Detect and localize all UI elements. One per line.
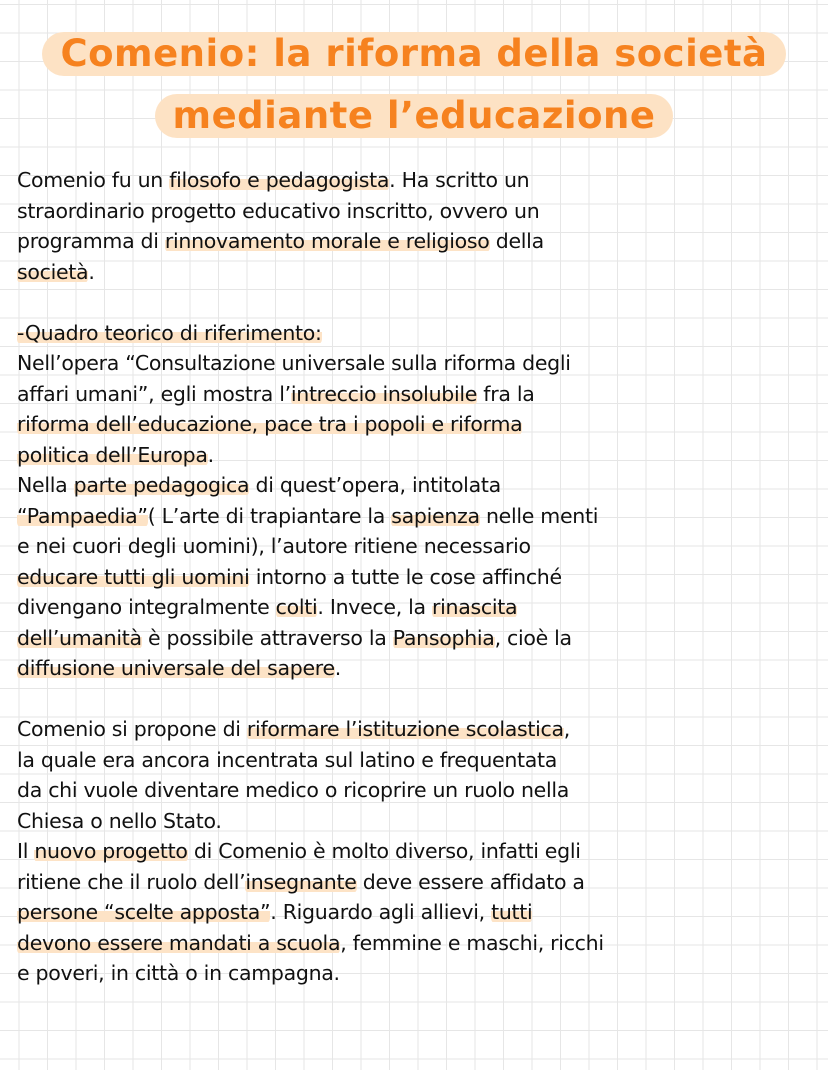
text-line	[17, 470, 604, 501]
text-line	[17, 318, 604, 349]
text-segment: intorno a tutte le cose affinché	[249, 564, 562, 589]
text-line	[17, 836, 604, 867]
text-segment: .	[88, 259, 95, 284]
text-segment: divengano integralmente	[17, 595, 276, 619]
text-line	[17, 379, 604, 410]
title-line-2: mediante l’educazione	[155, 94, 674, 138]
text-segment: Comenio fu un	[17, 168, 170, 192]
text-line	[17, 897, 604, 928]
text-segment: deve essere affidato a	[356, 869, 585, 894]
text-segment: .	[207, 442, 214, 467]
title-line-1: Comenio: la riforma della società	[42, 32, 785, 76]
text-line	[17, 257, 604, 288]
text-segment: , cioè la	[494, 625, 572, 650]
highlighted-text: tutti	[491, 900, 533, 924]
highlighted-text: riforma dell’educazione, pace tra i popoli e riforma	[17, 412, 523, 436]
text-segment: fra la	[477, 381, 535, 406]
text-line	[17, 562, 604, 593]
highlighted-text: devono essere mandati a scuola	[17, 930, 341, 955]
text-segment: Chiesa o nello Stato.	[17, 808, 222, 833]
text-line	[17, 806, 604, 837]
highlighted-text: filosofo e pedagogista	[169, 168, 390, 192]
text-segment: Il	[17, 839, 35, 863]
text-line	[17, 409, 604, 440]
text-line	[17, 623, 604, 654]
highlighted-text: “Pampaedia”	[17, 503, 148, 528]
text-line	[17, 867, 604, 898]
text-segment: di Comenio è molto diverso, infatti egli	[187, 839, 581, 863]
text-segment: la quale era ancora incentrata sul latino e frequentata	[17, 747, 558, 772]
text-line	[17, 531, 604, 562]
highlighted-text: sapienza	[391, 503, 480, 528]
text-segment: affari umani”, egli mostra l’	[17, 381, 291, 406]
text-segment: di quest’opera, intitolata	[249, 473, 501, 497]
text-segment: . Ha scritto un	[389, 168, 530, 192]
blank-line	[17, 684, 604, 715]
text-line	[17, 745, 604, 776]
blank-line	[17, 287, 604, 318]
highlighted-text: rinnovamento morale e religioso	[164, 229, 490, 253]
highlighted-text: Pansophia	[392, 625, 495, 650]
text-segment: Comenio si propone di	[17, 717, 247, 741]
highlighted-text: diffusione universale del sapere	[17, 656, 335, 680]
text-line	[17, 165, 604, 196]
text-segment: ( L’arte di trapiantare la	[147, 503, 392, 528]
highlighted-text: persone “scelte apposta”	[17, 900, 271, 924]
text-segment: è possibile attraverso la	[141, 625, 393, 650]
text-line	[17, 501, 604, 532]
text-line	[17, 958, 604, 989]
text-line	[17, 714, 604, 745]
text-segment: straordinario progetto educativo inscritto, ovvero un	[17, 198, 540, 223]
highlighted-text: intreccio insolubile	[290, 381, 478, 406]
highlighted-text: insegnante	[245, 869, 357, 894]
text-line	[17, 592, 604, 623]
text-line	[17, 653, 604, 684]
highlighted-text: parte pedagogica	[73, 473, 250, 497]
text-segment: .	[334, 656, 342, 680]
highlighted-text: rinascita	[432, 595, 518, 619]
text-segment: . Riguardo agli allievi,	[270, 900, 492, 924]
text-line	[17, 196, 604, 227]
highlighted-text: società	[17, 259, 89, 284]
text-segment: Nella	[17, 473, 74, 497]
text-segment: programma di	[17, 229, 165, 253]
text-segment: . Invece, la	[317, 595, 433, 619]
page-title	[0, 32, 828, 76]
highlighted-text: -Quadro teorico di riferimento:	[17, 320, 322, 345]
text-line	[17, 775, 604, 806]
text-segment: e nei cuori degli uomini), l’autore ritiene necessario	[17, 534, 531, 558]
highlighted-text: colti	[275, 595, 318, 619]
text-segment: della	[489, 229, 544, 253]
text-line	[17, 440, 604, 471]
highlighted-text: nuovo progetto	[34, 839, 188, 863]
notes-body	[17, 165, 604, 989]
text-segment: , femmine e maschi, ricchi	[340, 930, 604, 955]
text-segment: da chi vuole diventare medico o ricoprire un ruolo nella	[17, 778, 570, 802]
highlighted-text: dell’umanità	[17, 625, 142, 650]
text-line	[17, 928, 604, 959]
text-segment: nelle menti	[479, 503, 599, 528]
text-segment: ,	[563, 717, 571, 741]
text-line	[17, 348, 604, 379]
page-subtitle	[0, 94, 828, 138]
highlighted-text: politica dell’Europa	[17, 442, 208, 467]
highlighted-text: educare tutti gli uomini	[17, 564, 250, 589]
highlighted-text: riformare l’istituzione scolastica	[246, 717, 564, 741]
text-segment: e poveri, in città o in campagna.	[17, 961, 340, 985]
text-line	[17, 226, 604, 257]
text-segment: Nell’opera “Consultazione universale sulla riforma degli	[17, 351, 571, 375]
text-segment: ritiene che il ruolo dell’	[17, 869, 246, 894]
